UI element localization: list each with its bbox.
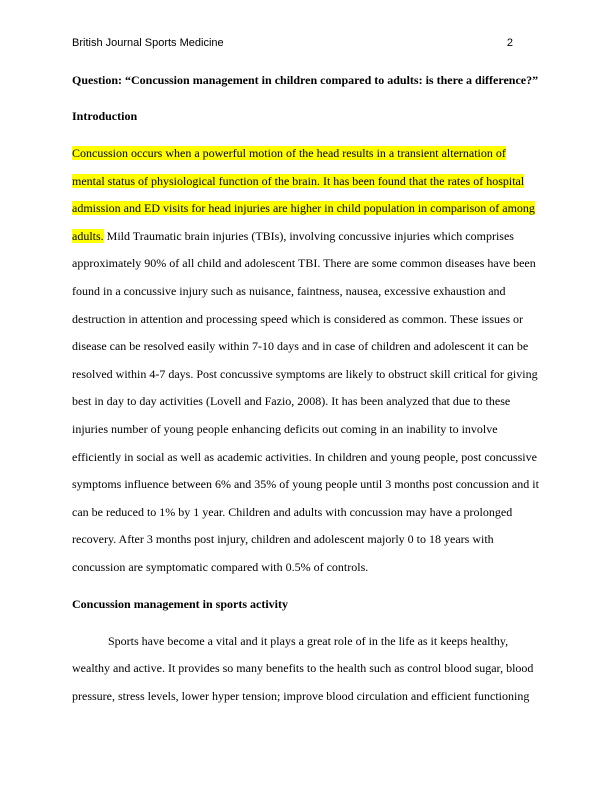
page-number: 2: [506, 37, 513, 49]
sports-management-heading: Concussion management in sports activity: [72, 596, 289, 611]
sports-paragraph: Sports have become a vital and it plays a great role of in the life as it keeps healthy, wealthy and active. It provides so many benefits to the health such as control blood sugar, blood pressure, stress levels, lower hyper tension; improve blood circulation and efficient functioning: [72, 633, 534, 703]
introduction-paragraph: [72, 140, 540, 582]
running-head: British Journal Sports Medicine: [72, 37, 224, 49]
document-body: [72, 70, 540, 710]
paragraph-text: Mild Traumatic brain injuries (TBIs), involving concussive injuries which comprises approximately 90% of all child and adolescent TBI. There are some common diseases have been found in a concussive injury such as nuisance, faintness, nausea, excessive exhaustion and destruction in attention and processing speed which is considered as common. These issues or disease can be resolved easily within 7-10 days and in case of children and adolescent it can be resolved within 4-7 days. Post concussive symptoms are likely to obstruct skill critical for giving best in day to day activities (Lovell and Fazio, 2008). It has been analyzed that due to these injuries number of young people enhancing deficits out coming in an inability to involve efficiently in social as well as academic activities. In children and young people, post concussive symptoms influence between 6% and 35% of young people until 3 months post concussion and it can be reduced to 1% by 1 year. Children and adults with concussion may have a prolonged recovery. After 3 months post injury, children and adolescent majorly 0 to 18 years with concussion are symptomatic compared with 0.5% of controls.: [72, 228, 539, 574]
highlighted-text: Concussion occurs when a powerful motion of the head results in a transient alternation of mental status of physiological function of the brain. It has been found that the rates of hospital admission and ED visits for head injuries are higher in child population in comparison of among adults.: [72, 146, 535, 243]
question-title: Question: “Concussion management in children compared to adults: is there a difference?”: [72, 73, 539, 87]
introduction-heading: Introduction: [72, 109, 138, 123]
